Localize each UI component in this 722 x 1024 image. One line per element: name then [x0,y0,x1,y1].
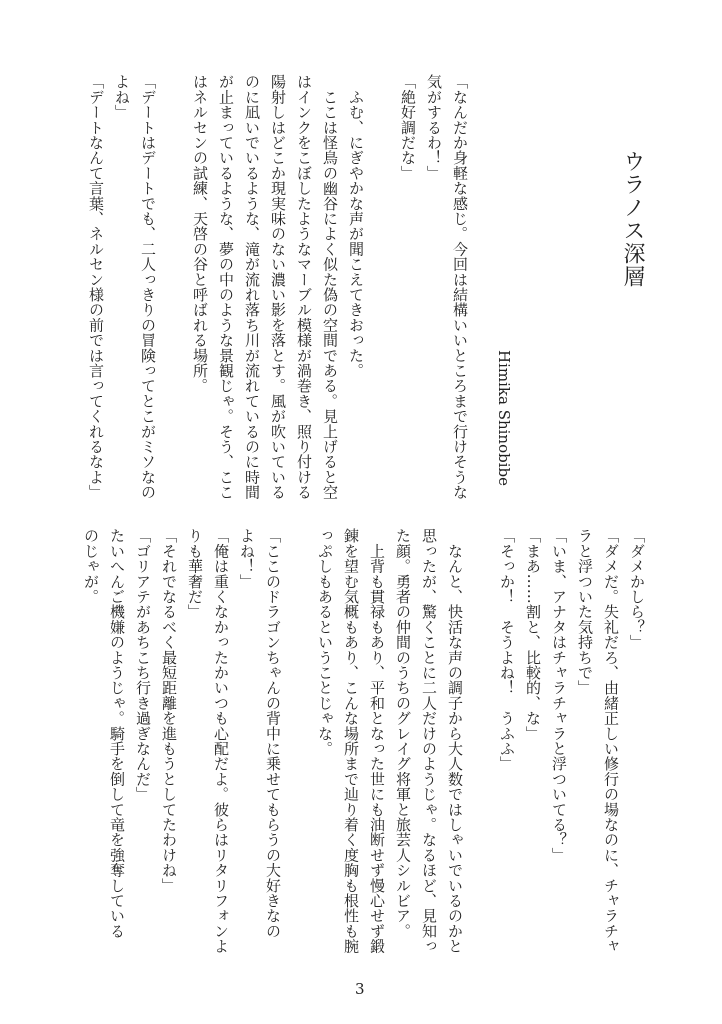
text-column: 「それでなるべく最短距離を進もうとしてたわけね」 [160,528,178,893]
text-column: のじゃが。 [82,528,100,604]
text-column: た顔。勇者の仲間のうちのグレイグ将軍と旅芸人シルビア。 [394,528,412,939]
text-column: 「まあ……割と、比較的、な」 [524,528,542,741]
text-column: 上背も貫禄もあり、平和となった世にも油断せず慢心せず鍛 [368,528,386,954]
text-column: りも華奢だ」 [186,528,204,620]
text-column: ふむ、にぎやかな声が聞こえてきおった。 [347,74,365,378]
text-column: ここは怪鳥の幽谷によく似た偽の空間である。見上げると空 [321,74,339,500]
text-column: 「そっか！ そうよね！ うふふ」 [498,528,516,772]
text-column: よね！」 [238,528,256,589]
text-column: 「俺は重くなかったかいつも心配だよ。彼らはリタリフォンよ [212,528,230,954]
text-column: 「ここのドラゴンちゃんの背中に乗せてもらうの大好きなの [264,528,282,939]
text-column: よね」 [113,74,131,120]
text-column: なんと、快活な声の調子から大人数ではしゃいでいるのかと [446,528,464,954]
blank-line [286,528,312,998]
blank-line [468,528,494,998]
text-column: っぷしもあるということじゃな。 [316,528,334,756]
blank-line [369,74,395,514]
text-column: たいへんご機嫌のようじゃ。騎手を倒して竜を強奪している [108,528,126,939]
text-column: 「デートなんて言葉、ネルセン様の前では言ってくれるなよ」 [87,74,105,500]
top-text-block [83,74,473,514]
text-column: 「デートはデートでも、二人っきりの冒険ってとこがミソなの [139,74,157,500]
text-column: はインクをこぼしたようなマーブル模様が渦巻き、照り付ける [295,74,313,500]
bottom-text-block [78,528,650,998]
text-column: 「ダメだ。失礼だろ、由緒正しい修行の場なのに、チャラチャ [602,528,620,954]
text-column: 錬を望む気概もあり、こんな場所まで辿り着く度胸も根性も腕 [342,528,360,954]
text-column: ラと浮ついた気持ちで」 [576,528,594,696]
text-column: 陽射しはどこか現実味のない濃い影を落とす。風が吹いている [269,74,287,500]
text-column: はネルセンの試練、天啓の谷と呼ばれる場所。 [191,74,209,394]
author-name: Himika Shinobibe [495,350,513,487]
text-column: のに凪いでいるような、滝が流れ落ち川が流れているのに時間 [243,74,261,500]
text-column: 「ダメかしら？」 [628,528,646,650]
text-column: 思ったが、驚くことに二人だけのようじゃ。なるほど、見知っ [420,528,438,954]
text-column: 「絶好調だな」 [399,74,417,181]
page-number: 3 [355,980,365,998]
text-column: 「いま、アナタはチャラチャラと浮ついてる？」 [550,528,568,863]
blank-line [161,74,187,514]
story-title: ウラノス深層 [620,150,645,288]
text-column: が止まっているような、夢の中のような景観じゃ。そう、ここ [217,74,235,500]
text-column: 気がするわ！」 [425,74,443,181]
text-column: 「ゴリアテがあちこち行き過ぎなんだ」 [134,528,152,802]
text-column: 「なんだか身軽な感じ。今回は結構いいところまで行けそうな [451,74,469,500]
